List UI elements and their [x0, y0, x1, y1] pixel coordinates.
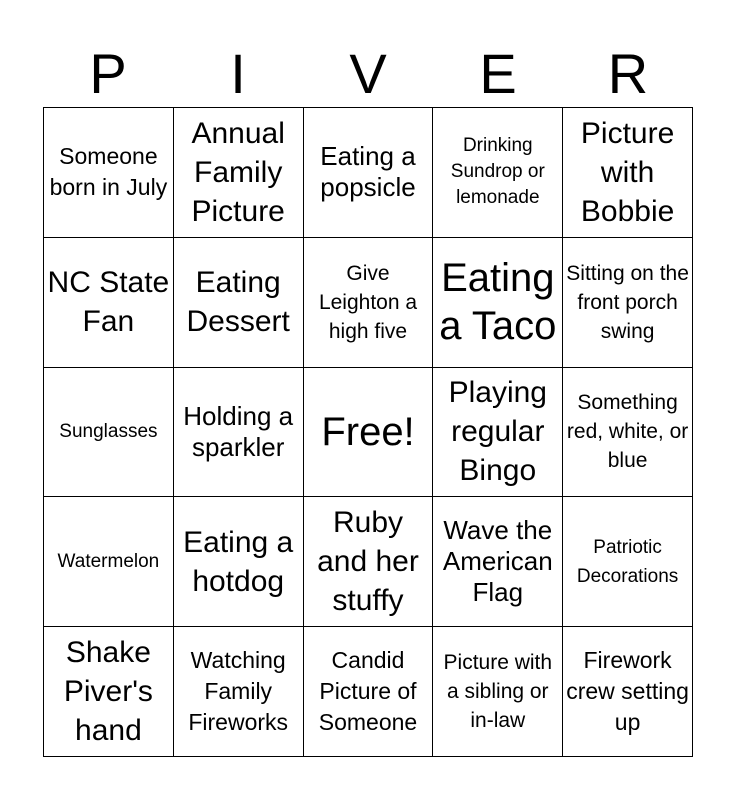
bingo-cell-text: Picture with a sibling or in-law — [443, 651, 553, 733]
bingo-cell[interactable] — [433, 627, 563, 757]
bingo-cell-text: Playing regular Bingo — [448, 376, 547, 488]
bingo-cell[interactable] — [433, 368, 563, 498]
free-space-cell[interactable] — [304, 368, 434, 498]
bingo-cell[interactable] — [563, 368, 693, 498]
bingo-cell-text: Sunglasses — [59, 421, 158, 443]
bingo-cell-text: Eating a popsicle — [320, 141, 416, 203]
bingo-cell[interactable] — [44, 108, 174, 238]
bingo-cell-text: Give Leighton a high five — [318, 261, 418, 343]
bingo-cell[interactable] — [433, 108, 563, 238]
bingo-cell-text: Something red, white, or blue — [566, 391, 689, 473]
bingo-cell[interactable] — [433, 497, 563, 627]
header-letter-v: V — [349, 42, 387, 105]
bingo-cell-text: Eating Dessert — [186, 266, 290, 339]
bingo-cell-text: Someone born in July — [49, 143, 168, 201]
bingo-cell-text: Watching Family Fireworks — [188, 647, 289, 736]
header-letter-r: R — [607, 42, 649, 105]
bingo-cell-text: Free! — [321, 409, 415, 454]
header-letter-i: I — [230, 42, 246, 105]
bingo-cell-text: Firework crew setting up — [566, 647, 689, 736]
bingo-cell[interactable] — [44, 627, 174, 757]
bingo-cell-text: Sitting on the front porch swing — [566, 261, 689, 343]
bingo-cell[interactable] — [174, 368, 304, 498]
bingo-cell[interactable] — [174, 497, 304, 627]
header-letter-p: P — [89, 42, 127, 105]
bingo-cell[interactable] — [304, 238, 434, 368]
bingo-cell[interactable] — [174, 627, 304, 757]
bingo-cell[interactable] — [174, 108, 304, 238]
bingo-cell-text: Shake Piver's hand — [63, 636, 153, 748]
bingo-cell[interactable] — [563, 497, 693, 627]
bingo-cell[interactable] — [304, 497, 434, 627]
bingo-grid — [43, 107, 693, 757]
bingo-cell-text: Annual Family Picture — [191, 116, 285, 228]
bingo-cell-text: NC State Fan — [47, 266, 170, 339]
bingo-cell[interactable] — [304, 627, 434, 757]
bingo-cell[interactable] — [563, 238, 693, 368]
bingo-cell[interactable] — [44, 238, 174, 368]
bingo-cell[interactable] — [44, 368, 174, 498]
bingo-cell-text: Candid Picture of Someone — [318, 647, 418, 736]
bingo-cell-text: Watermelon — [57, 551, 160, 573]
bingo-cell-text: Drinking Sundrop or lemonade — [450, 135, 545, 209]
bingo-cell[interactable] — [563, 108, 693, 238]
header-letter-e: E — [479, 42, 517, 105]
bingo-cell-text: Wave the American Flag — [442, 515, 553, 608]
bingo-cell-text: Picture with Bobbie — [580, 116, 675, 228]
bingo-cell-text: Patriotic Decorations — [576, 536, 679, 587]
bingo-cell-text: Ruby and her stuffy — [317, 506, 419, 618]
bingo-cell[interactable] — [44, 497, 174, 627]
bingo-header — [43, 42, 693, 106]
bingo-cell[interactable] — [433, 238, 563, 368]
bingo-cell-text: Holding a sparkler — [183, 400, 294, 462]
bingo-cell-text: Eating a hotdog — [183, 525, 294, 598]
bingo-cell[interactable] — [563, 627, 693, 757]
bingo-cell-text: Eating a Taco — [439, 256, 557, 349]
bingo-cell[interactable] — [174, 238, 304, 368]
bingo-cell[interactable] — [304, 108, 434, 238]
